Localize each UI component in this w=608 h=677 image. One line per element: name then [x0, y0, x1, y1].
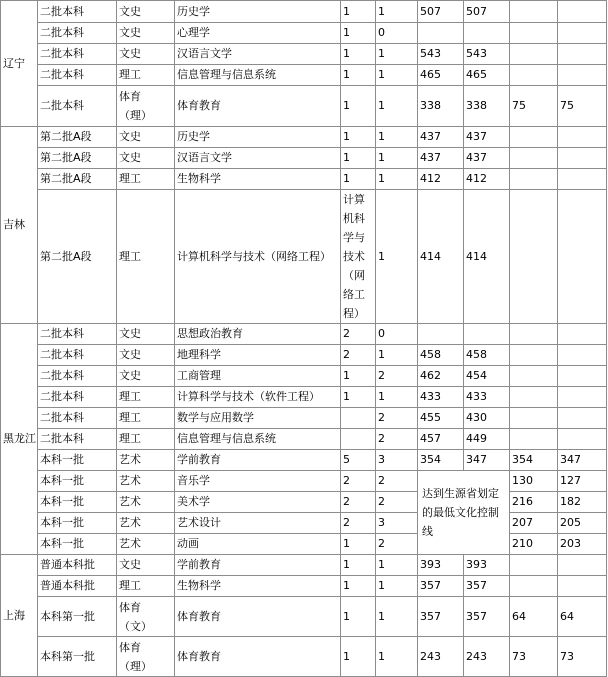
- pro-max-cell: [510, 408, 558, 429]
- plan-cell: 1: [341, 366, 376, 387]
- table-row: [1, 408, 607, 429]
- batch-cell: 二批本科: [38, 23, 117, 44]
- category-cell: 理工: [117, 190, 175, 324]
- pro-min-cell: 127: [558, 471, 607, 492]
- category-cell: 艺术: [117, 471, 175, 492]
- province-cell: 辽宁: [1, 1, 38, 127]
- batch-cell: 第二批A段: [38, 148, 117, 169]
- plan-cell: 2: [341, 492, 376, 513]
- pro-max-cell: [510, 169, 558, 190]
- category-cell: 文史: [117, 555, 175, 576]
- major-cell: 数学与应用数学: [175, 408, 341, 429]
- max-score-cell: 357: [418, 597, 464, 637]
- table-row: [1, 576, 607, 597]
- table-row: [1, 127, 607, 148]
- batch-cell: 本科一批: [38, 513, 117, 534]
- major-cell: 工商管理: [175, 366, 341, 387]
- batch-cell: 第二批A段: [38, 127, 117, 148]
- enrolled-cell: 2: [376, 492, 418, 513]
- pro-max-cell: [510, 148, 558, 169]
- table-row: [1, 148, 607, 169]
- plan-cell: 1: [341, 127, 376, 148]
- enrolled-cell: 1: [376, 127, 418, 148]
- pro-min-cell: [558, 345, 607, 366]
- pro-max-cell: [510, 345, 558, 366]
- min-score-cell: 433: [464, 387, 510, 408]
- pro-max-cell: 130: [510, 471, 558, 492]
- enrolled-cell: 0: [376, 324, 418, 345]
- pro-min-cell: 347: [558, 450, 607, 471]
- min-score-cell: [464, 23, 510, 44]
- plan-cell: 2: [341, 471, 376, 492]
- pro-min-cell: 205: [558, 513, 607, 534]
- pro-min-cell: [558, 324, 607, 345]
- table-row: [1, 471, 607, 492]
- enrolled-cell: 1: [376, 1, 418, 23]
- batch-cell: 二批本科: [38, 44, 117, 65]
- major-cell: 学前教育: [175, 450, 341, 471]
- enrolled-cell: 1: [376, 597, 418, 637]
- table-row: [1, 450, 607, 471]
- pro-max-cell: 75: [510, 86, 558, 127]
- pro-min-cell: [558, 555, 607, 576]
- pro-min-cell: [558, 576, 607, 597]
- plan-cell: 1: [341, 86, 376, 127]
- enrolled-cell: 2: [376, 429, 418, 450]
- min-score-cell: 357: [464, 597, 510, 637]
- batch-cell: 二批本科: [38, 408, 117, 429]
- pro-max-cell: 73: [510, 637, 558, 677]
- major-cell: 心理学: [175, 23, 341, 44]
- pro-min-cell: [558, 387, 607, 408]
- pro-max-cell: [510, 65, 558, 86]
- batch-cell: 二批本科: [38, 429, 117, 450]
- max-score-cell: 433: [418, 387, 464, 408]
- pro-max-cell: [510, 190, 558, 324]
- batch-cell: 本科一批: [38, 450, 117, 471]
- max-score-cell: 507: [418, 1, 464, 23]
- max-score-cell: 455: [418, 408, 464, 429]
- enrolled-cell: 1: [376, 44, 418, 65]
- major-cell: 思想政治教育: [175, 324, 341, 345]
- table-row: [1, 637, 607, 677]
- major-cell: 历史学: [175, 1, 341, 23]
- max-score-cell: 354: [418, 450, 464, 471]
- max-score-cell: 437: [418, 148, 464, 169]
- pro-max-cell: [510, 555, 558, 576]
- plan-cell: 1: [341, 44, 376, 65]
- pro-min-cell: [558, 23, 607, 44]
- enrolled-cell: 1: [376, 576, 418, 597]
- major-cell: 生物科学: [175, 169, 341, 190]
- pro-min-cell: [558, 44, 607, 65]
- category-cell: 文史: [117, 44, 175, 65]
- category-cell: 艺术: [117, 450, 175, 471]
- category-cell: 文史: [117, 23, 175, 44]
- category-cell: 理工: [117, 387, 175, 408]
- pro-min-cell: [558, 366, 607, 387]
- max-score-cell: 462: [418, 366, 464, 387]
- table-row: [1, 366, 607, 387]
- province-cell: 上海: [1, 555, 38, 677]
- table-row: [1, 555, 607, 576]
- table-body: [1, 1, 607, 677]
- batch-cell: 本科一批: [38, 534, 117, 555]
- table-row: [1, 23, 607, 44]
- plan-cell: [341, 408, 376, 429]
- pro-min-cell: [558, 429, 607, 450]
- table-row: [1, 597, 607, 637]
- enrolled-cell: 1: [376, 65, 418, 86]
- batch-cell: 二批本科: [38, 345, 117, 366]
- category-cell: 文史: [117, 366, 175, 387]
- pro-min-cell: [558, 65, 607, 86]
- pro-min-cell: [558, 1, 607, 23]
- batch-cell: 二批本科: [38, 86, 117, 127]
- category-cell: 体育 （理）: [117, 637, 175, 677]
- table-row: [1, 387, 607, 408]
- category-cell: 理工: [117, 169, 175, 190]
- category-cell: 体育 （理）: [117, 86, 175, 127]
- enrolled-cell: 0: [376, 23, 418, 44]
- min-score-cell: 347: [464, 450, 510, 471]
- pro-min-cell: 75: [558, 86, 607, 127]
- major-cell: 美术学: [175, 492, 341, 513]
- plan-cell: 1: [341, 1, 376, 23]
- province-cell: 黑龙江: [1, 324, 38, 555]
- table-row: [1, 169, 607, 190]
- pro-min-cell: 182: [558, 492, 607, 513]
- min-score-cell: 507: [464, 1, 510, 23]
- category-cell: 文史: [117, 127, 175, 148]
- enrolled-cell: 1: [376, 345, 418, 366]
- enrolled-cell: 2: [376, 471, 418, 492]
- batch-cell: 本科一批: [38, 471, 117, 492]
- pro-min-cell: 203: [558, 534, 607, 555]
- category-cell: 理工: [117, 408, 175, 429]
- max-score-cell: 414: [418, 190, 464, 324]
- table-row: [1, 429, 607, 450]
- pro-max-cell: [510, 429, 558, 450]
- pro-max-cell: [510, 387, 558, 408]
- plan-cell: 1: [341, 534, 376, 555]
- table-row: [1, 345, 607, 366]
- plan-cell: [341, 429, 376, 450]
- enrolled-cell: 1: [376, 555, 418, 576]
- plan-cell: 2: [341, 324, 376, 345]
- enrolled-cell: 1: [376, 190, 418, 324]
- pro-max-cell: [510, 44, 558, 65]
- pro-max-cell: 207: [510, 513, 558, 534]
- batch-cell: 二批本科: [38, 324, 117, 345]
- major-cell: 艺术设计: [175, 513, 341, 534]
- enrolled-cell: 1: [376, 387, 418, 408]
- major-cell: 音乐学: [175, 471, 341, 492]
- pro-max-cell: [510, 127, 558, 148]
- plan-cell: 1: [341, 576, 376, 597]
- pro-min-cell: [558, 408, 607, 429]
- min-score-cell: 338: [464, 86, 510, 127]
- major-cell: 体育教育: [175, 637, 341, 677]
- pro-max-cell: 210: [510, 534, 558, 555]
- max-score-cell: 543: [418, 44, 464, 65]
- batch-cell: 第二批A段: [38, 169, 117, 190]
- major-cell: 汉语言文学: [175, 44, 341, 65]
- major-cell: 汉语言文学: [175, 148, 341, 169]
- pro-max-cell: 216: [510, 492, 558, 513]
- plan-cell: 1: [341, 65, 376, 86]
- table-row: [1, 190, 607, 324]
- batch-cell: 二批本科: [38, 366, 117, 387]
- batch-cell: 普通本科批: [38, 555, 117, 576]
- max-score-cell: [418, 324, 464, 345]
- pro-max-cell: 354: [510, 450, 558, 471]
- min-score-cell: 449: [464, 429, 510, 450]
- pro-max-cell: [510, 576, 558, 597]
- min-score-cell: 414: [464, 190, 510, 324]
- min-score-cell: 437: [464, 127, 510, 148]
- enrolled-cell: 1: [376, 148, 418, 169]
- enrolled-cell: 1: [376, 637, 418, 677]
- enrolled-cell: 3: [376, 513, 418, 534]
- batch-cell: 本科第一批: [38, 597, 117, 637]
- category-cell: 体育 （文）: [117, 597, 175, 637]
- max-score-cell: 458: [418, 345, 464, 366]
- category-cell: 艺术: [117, 534, 175, 555]
- major-cell: 体育教育: [175, 86, 341, 127]
- enrolled-cell: 1: [376, 86, 418, 127]
- major-cell: 学前教育: [175, 555, 341, 576]
- min-score-cell: [464, 324, 510, 345]
- max-score-cell: 393: [418, 555, 464, 576]
- min-score-cell: 543: [464, 44, 510, 65]
- plan-cell: 1: [341, 637, 376, 677]
- pro-max-cell: [510, 366, 558, 387]
- enrolled-cell: 2: [376, 366, 418, 387]
- category-cell: 艺术: [117, 513, 175, 534]
- category-cell: 艺术: [117, 492, 175, 513]
- pro-max-cell: [510, 23, 558, 44]
- min-score-cell: 357: [464, 576, 510, 597]
- enrolled-cell: 3: [376, 450, 418, 471]
- plan-cell: 计算机科学与技术（网络工 程）: [341, 190, 376, 324]
- major-cell: 计算科学与技术（软件工程）: [175, 387, 341, 408]
- batch-cell: 二批本科: [38, 387, 117, 408]
- category-cell: 理工: [117, 65, 175, 86]
- major-cell: 动画: [175, 534, 341, 555]
- culture-score-note: 达到生源省划定的最低文化控制线: [418, 471, 510, 555]
- plan-cell: 1: [341, 23, 376, 44]
- pro-min-cell: [558, 190, 607, 324]
- batch-cell: 第二批A段: [38, 190, 117, 324]
- min-score-cell: 454: [464, 366, 510, 387]
- batch-cell: 本科第一批: [38, 637, 117, 677]
- table-row: [1, 1, 607, 23]
- pro-min-cell: [558, 169, 607, 190]
- max-score-cell: 357: [418, 576, 464, 597]
- plan-cell: 5: [341, 450, 376, 471]
- max-score-cell: 412: [418, 169, 464, 190]
- min-score-cell: 430: [464, 408, 510, 429]
- pro-min-cell: 64: [558, 597, 607, 637]
- major-cell: 历史学: [175, 127, 341, 148]
- table-row: [1, 65, 607, 86]
- min-score-cell: 437: [464, 148, 510, 169]
- table-row: [1, 534, 607, 555]
- min-score-cell: 393: [464, 555, 510, 576]
- min-score-cell: 465: [464, 65, 510, 86]
- table-row: [1, 492, 607, 513]
- plan-cell: 1: [341, 597, 376, 637]
- province-cell: 吉林: [1, 127, 38, 324]
- major-cell: 信息管理与信息系统: [175, 429, 341, 450]
- batch-cell: 普通本科批: [38, 576, 117, 597]
- plan-cell: 1: [341, 148, 376, 169]
- batch-cell: 二批本科: [38, 65, 117, 86]
- major-cell: 体育教育: [175, 597, 341, 637]
- plan-cell: 1: [341, 169, 376, 190]
- table-row: [1, 86, 607, 127]
- min-score-cell: 243: [464, 637, 510, 677]
- category-cell: 文史: [117, 345, 175, 366]
- major-cell: 计算机科学与技术（网络工程）: [175, 190, 341, 324]
- category-cell: 文史: [117, 148, 175, 169]
- plan-cell: 1: [341, 387, 376, 408]
- pro-max-cell: [510, 1, 558, 23]
- max-score-cell: 243: [418, 637, 464, 677]
- category-cell: 文史: [117, 324, 175, 345]
- table-row: [1, 324, 607, 345]
- plan-cell: 2: [341, 513, 376, 534]
- category-cell: 理工: [117, 429, 175, 450]
- enrolled-cell: 2: [376, 534, 418, 555]
- max-score-cell: [418, 23, 464, 44]
- enrolled-cell: 1: [376, 169, 418, 190]
- max-score-cell: 437: [418, 127, 464, 148]
- category-cell: 理工: [117, 576, 175, 597]
- max-score-cell: 457: [418, 429, 464, 450]
- pro-min-cell: 73: [558, 637, 607, 677]
- major-cell: 地理科学: [175, 345, 341, 366]
- major-cell: 信息管理与信息系统: [175, 65, 341, 86]
- max-score-cell: 338: [418, 86, 464, 127]
- min-score-cell: 458: [464, 345, 510, 366]
- enrolled-cell: 2: [376, 408, 418, 429]
- table-row: [1, 513, 607, 534]
- pro-max-cell: 64: [510, 597, 558, 637]
- table-row: [1, 44, 607, 65]
- batch-cell: 本科一批: [38, 492, 117, 513]
- batch-cell: 二批本科: [38, 1, 117, 23]
- pro-min-cell: [558, 127, 607, 148]
- category-cell: 文史: [117, 1, 175, 23]
- plan-cell: 2: [341, 345, 376, 366]
- min-score-cell: 412: [464, 169, 510, 190]
- pro-min-cell: [558, 148, 607, 169]
- plan-cell: 1: [341, 555, 376, 576]
- pro-max-cell: [510, 324, 558, 345]
- max-score-cell: 465: [418, 65, 464, 86]
- major-cell: 生物科学: [175, 576, 341, 597]
